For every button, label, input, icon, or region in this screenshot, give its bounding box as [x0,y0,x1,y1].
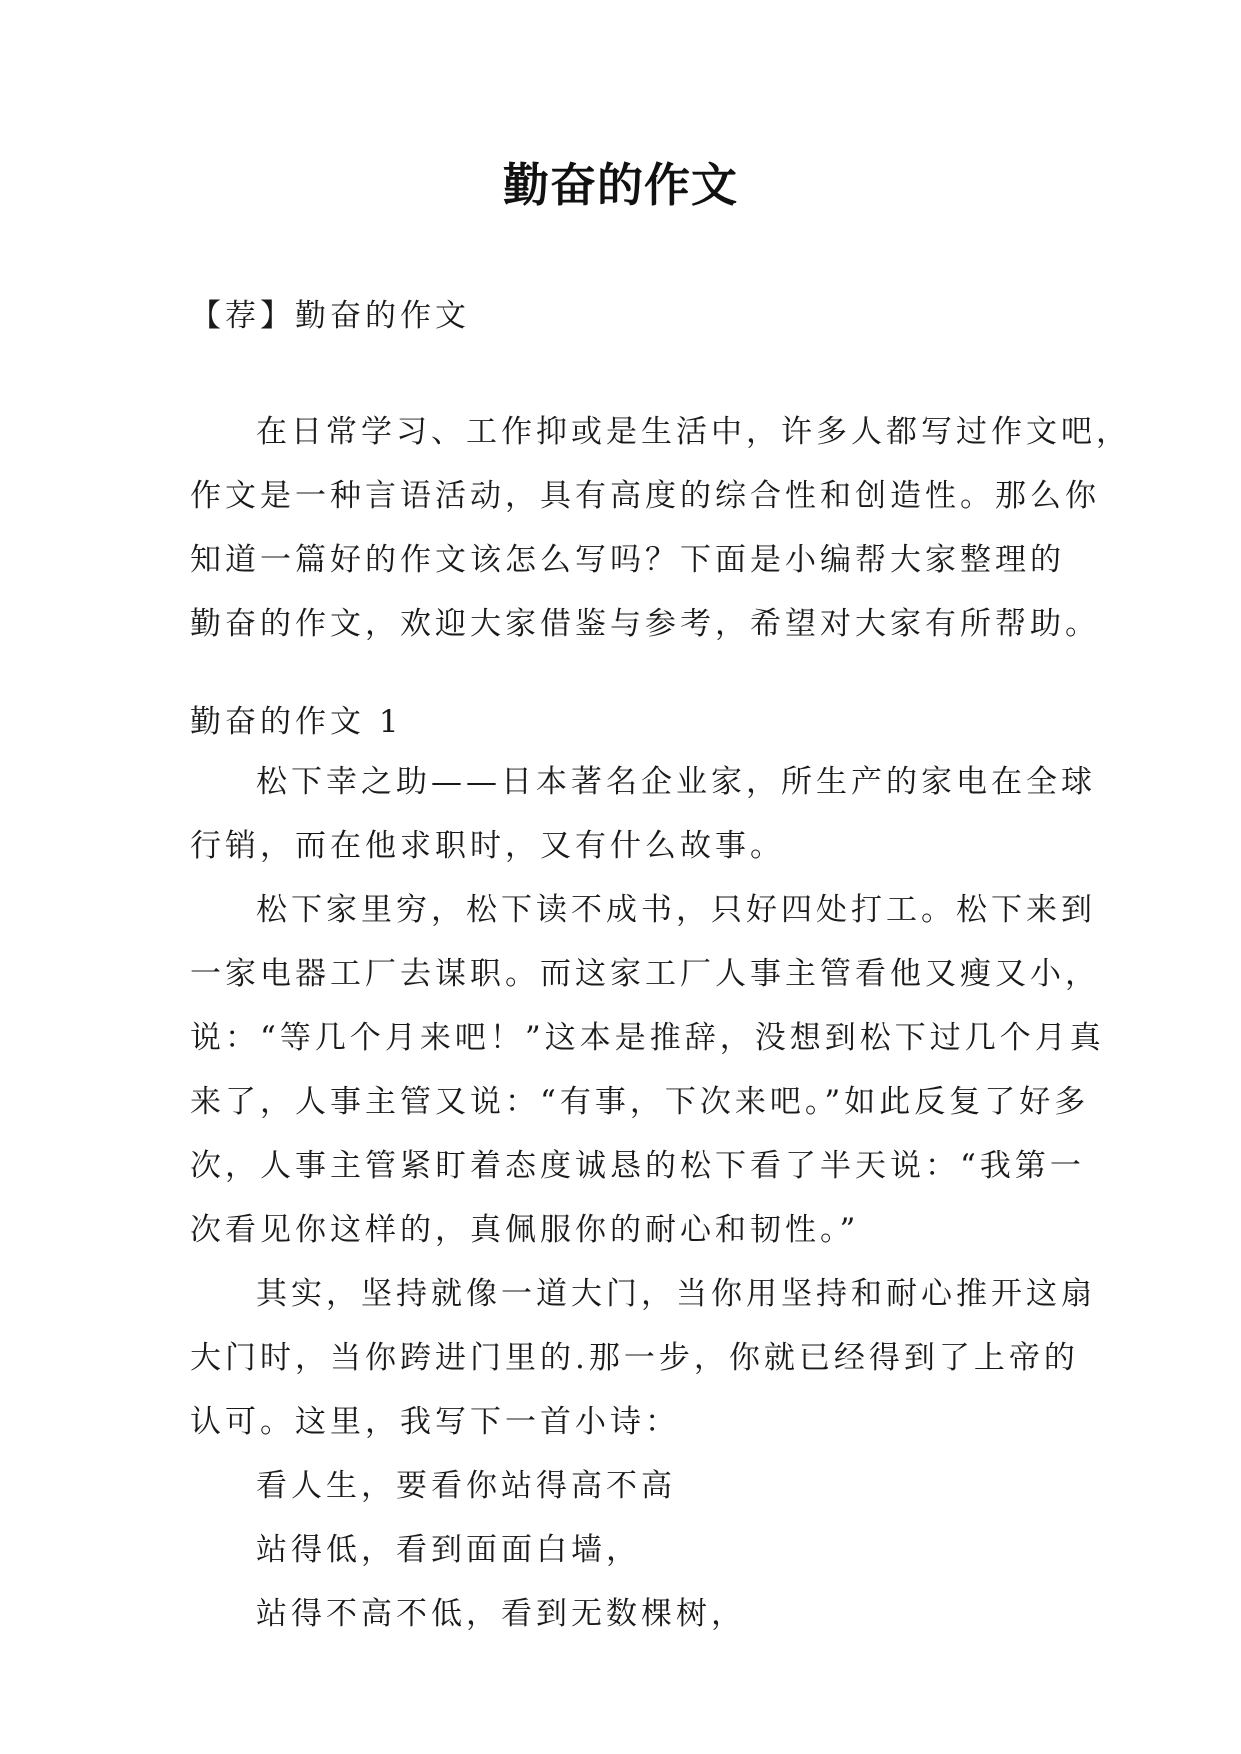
essay-line: 大门时，当你跨进门里的.那一步，你就已经得到了上帝的 [190,1340,1079,1376]
essay-line: 行销，而在他求职时，又有什么故事。 [190,828,785,864]
essay-line: 认可。这里，我写下一首小诗： [190,1404,680,1440]
section-heading-text: 勤奋的作文 1 [190,704,403,740]
essay-body [190,750,1105,1646]
intro-paragraph [190,400,1131,656]
poem-line: 看人生，要看你站得高不高 [256,1468,676,1504]
essay-line: 松下家里穷，松下读不成书，只好四处打工。松下来到 [256,892,1096,928]
tag-line-text: 【荐】勤奋的作文 [190,298,470,334]
recommended-tag-line [190,284,1070,348]
document-title: 勤奋的作文 [503,158,738,212]
section-heading [190,690,1070,754]
essay-line: 说：“等几个月来吧！”这本是推辞，没想到松下过几个月真 [190,1020,1105,1056]
essay-line: 次看见你这样的，真佩服你的耐心和韧性。” [190,1212,860,1248]
essay-line: 次，人事主管紧盯着态度诚恳的松下看了半天说：“我第一 [190,1148,1085,1184]
essay-line: 其实，坚持就像一道大门，当你用坚持和耐心推开这扇 [256,1276,1096,1312]
intro-line: 知道一篇好的作文该怎么写吗？下面是小编帮大家整理的 [190,542,1065,578]
intro-line: 作文是一种言语活动，具有高度的综合性和创造性。那么你 [190,478,1100,514]
poem-line: 站得低，看到面面白墙， [256,1532,641,1568]
intro-line: 勤奋的作文，欢迎大家借鉴与参考，希望对大家有所帮助。 [190,606,1100,642]
essay-line: 松下幸之助——日本著名企业家，所生产的家电在全球 [256,764,1096,800]
poem-line: 站得不高不低，看到无数棵树， [256,1596,746,1632]
essay-line: 来了，人事主管又说：“有事，下次来吧。”如此反复了好多 [190,1084,1090,1120]
essay-line: 一家电器工厂去谋职。而这家工厂人事主管看他又瘦又小， [190,956,1100,992]
intro-line: 在日常学习、工作抑或是生活中，许多人都写过作文吧， [256,414,1131,450]
